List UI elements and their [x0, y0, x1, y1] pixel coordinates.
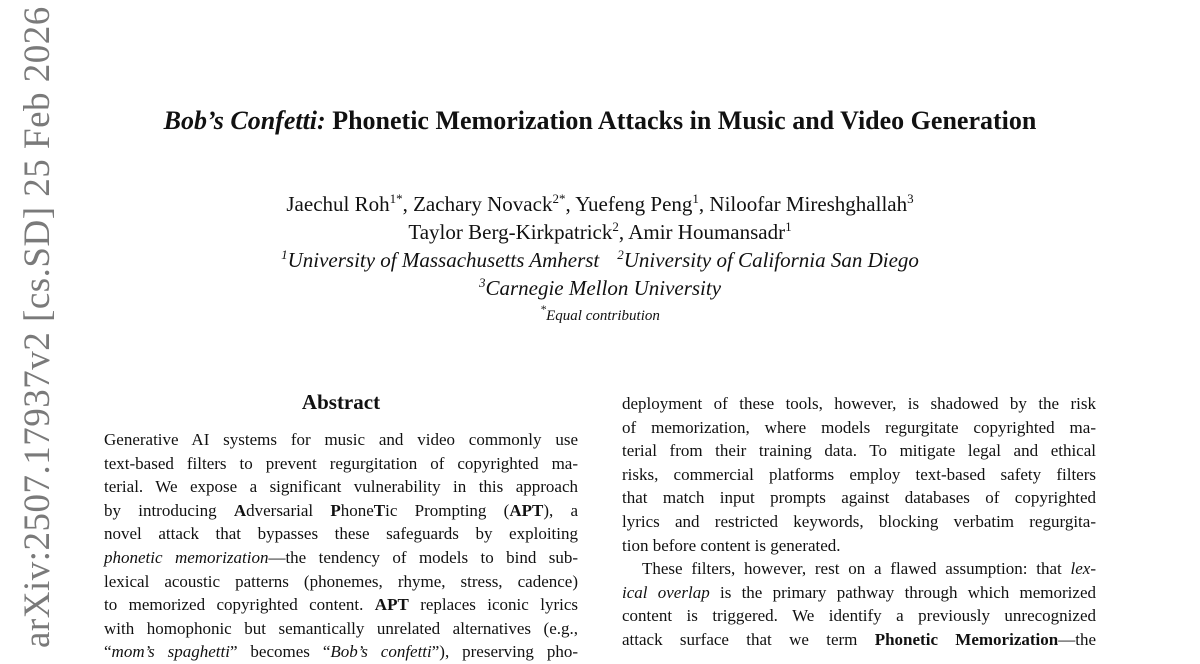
author-line: Jaechul Roh$^{1*}$, Zachary Novack$^{2*}$, Yuefeng Peng$^1$, Niloofar Mireshghallah$^3$: [286, 191, 914, 216]
abstract-line: by introducing Adversarial PhoneTic Prompting (APT), a: [104, 500, 578, 520]
intro-line: These filters, however, rest on a flawed assumption: that lex-: [642, 559, 1096, 579]
abstract-line: with homophonic but semantically unrelated alternatives (e.g.,: [104, 618, 578, 638]
title-rest: Phonetic Memorization Attacks in Music and Video Generation: [325, 106, 1037, 135]
abstract-line: to memorized copyrighted content. APT replaces iconic lyrics: [104, 595, 578, 615]
author-name: Niloofar Mireshghallah$^3$: [709, 191, 914, 216]
intro-line: lyrics and restricted keywords, blocking verbatim regurgita-: [622, 511, 1096, 531]
abstract-heading: Abstract: [301, 390, 381, 414]
author-affiliation-marker: 3: [907, 191, 914, 206]
apt-acronym: APT: [374, 595, 409, 615]
affiliation-line: [0, 246, 1200, 274]
intro-line: terial from their training data. To mitigate legal and ethical: [622, 441, 1096, 461]
phonetic-memorization-term: Phonetic Memorization: [874, 629, 1059, 649]
equal-contribution-note: *Equal contribution: [540, 302, 660, 324]
author-name: Zachary Novack$^{2*}$: [413, 191, 566, 216]
affiliation: $^1$University of Massachusetts Amherst: [281, 247, 600, 272]
phonetic-memorization-term: phonetic memorization: [104, 547, 269, 567]
intro-line: of memorization, where models regurgitate copyrighted ma-: [622, 417, 1096, 437]
author-affiliation-marker: 1*: [389, 191, 403, 206]
abstract-line: Generative AI systems for music and video commonly use: [104, 430, 578, 449]
introduction-body: [622, 392, 1096, 652]
paper-title: [0, 106, 1200, 136]
intro-line: attack surface that we term Phonetic Memorization—the: [622, 629, 1096, 649]
author-affiliation-marker: 2*: [552, 191, 566, 206]
abstract-line: text-based filters to prevent regurgitation of copyrighted ma-: [104, 453, 578, 473]
author-block: [0, 190, 1200, 330]
abstract-line: novel attack that bypasses these safeguards by exploiting: [104, 524, 578, 544]
author-name: Jaechul Roh$^{1*}$: [286, 191, 403, 216]
apt-acronym: APT: [509, 500, 544, 520]
abstract-line: terial. We expose a significant vulnerability in this approach: [104, 477, 578, 497]
affiliation-line: [0, 274, 1200, 302]
author-line: Taylor Berg-Kirkpatrick$^2$, Amir Houmansadr$^1$: [408, 219, 792, 244]
author-name: Taylor Berg-Kirkpatrick$^2$: [408, 219, 619, 244]
abstract-line: “mom’s spaghetti” becomes “Bob’s confetti”), preserving pho-: [104, 642, 578, 662]
intro-line: that match input prompts against databases of copyrighted: [622, 488, 1096, 508]
intro-line: risks, commercial platforms employ text-based safety filters: [622, 464, 1096, 484]
arxiv-identifier-stamp: arXiv:2507.17937v2 [cs.SD] 25 Feb 2026: [17, 6, 58, 648]
intro-line: tion before content is generated.: [622, 535, 841, 555]
author-name: Yuefeng Peng$^1$: [575, 191, 699, 216]
intro-line: ical overlap is the primary pathway through which memorized: [622, 582, 1096, 602]
abstract-line: phonetic memorization—the tendency of models to bind sub-: [104, 547, 578, 567]
author-name: Amir Houmansadr$^1$: [628, 219, 792, 244]
affiliation: $^2$University of California San Diego: [617, 247, 919, 272]
intro-line: content is triggered. We identify a previously unrecognized: [622, 606, 1096, 626]
intro-line: deployment of these tools, however, is shadowed by the risk: [622, 394, 1096, 413]
author-affiliation-marker: 1: [785, 219, 792, 234]
title-emphasis: Bob’s Confetti:: [163, 106, 326, 135]
author-affiliation-marker: 2: [612, 219, 619, 234]
affiliation: $^3$Carnegie Mellon University: [478, 275, 722, 300]
author-affiliation-marker: 1: [692, 191, 699, 206]
abstract-body: [104, 428, 578, 664]
abstract-line: lexical acoustic patterns (phonemes, rhyme, stress, cadence): [104, 571, 578, 591]
